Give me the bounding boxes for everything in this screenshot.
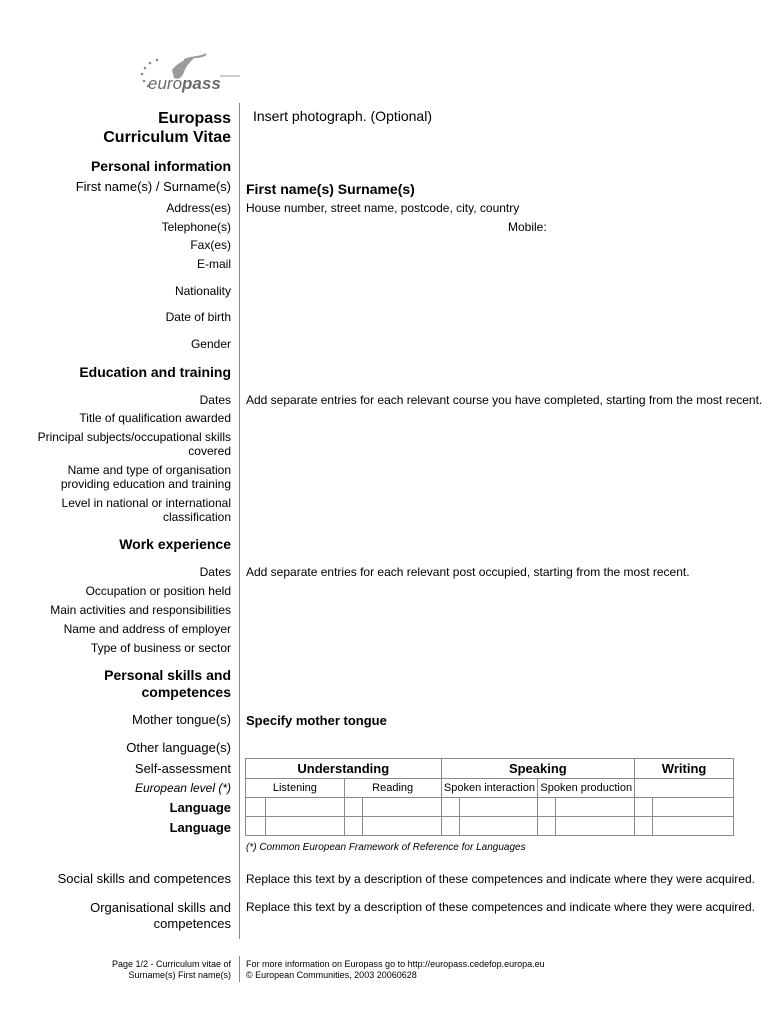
spoken-interaction-subheader: Spoken interaction xyxy=(441,779,538,798)
organisational-skills-label xyxy=(90,900,231,932)
section-personal-information: Personal information xyxy=(90,158,231,174)
europass-logo xyxy=(132,52,242,98)
table-cell xyxy=(362,817,441,836)
section-work-experience: Work experience xyxy=(119,536,231,552)
level-label-line1: Level in national or international xyxy=(61,496,231,510)
footer-right-line2: © European Communities, 2003 20060628 xyxy=(246,970,417,980)
education-dates-value: Add separate entries for each relevant course you have completed, starting from the most recent. xyxy=(246,393,763,407)
section-education: Education and training xyxy=(79,364,231,380)
framework-note: (*) Common European Framework of Reference for Languages xyxy=(246,842,526,853)
table-cell xyxy=(653,817,734,836)
footer-divider xyxy=(239,956,240,982)
employer-label: Name and address of employer xyxy=(63,622,231,636)
occupation-label: Occupation or position held xyxy=(85,584,231,598)
business-label: Type of business or sector xyxy=(90,641,231,655)
address-label: Address(es) xyxy=(166,201,231,215)
nationality-label: Nationality xyxy=(174,284,231,298)
table-cell xyxy=(441,817,459,836)
name-value: First name(s) Surname(s) xyxy=(246,181,415,197)
language-self-assessment-table xyxy=(245,758,734,836)
mother-tongue-value: Specify mother tongue xyxy=(246,713,387,728)
european-level-label: European level (*) xyxy=(134,781,231,795)
spoken-production-subheader: Spoken production xyxy=(538,779,635,798)
table-cell xyxy=(265,817,344,836)
social-skills-label: Social skills and competences xyxy=(57,871,231,886)
address-value: House number, street name, postcode, city, country xyxy=(246,201,520,215)
language-row2-label: Language xyxy=(169,820,231,835)
table-row xyxy=(246,817,734,836)
organisational-skills-label-line2: competences xyxy=(153,916,231,931)
table-cell xyxy=(344,817,362,836)
fax-label: Fax(es) xyxy=(190,238,231,252)
organisation-label-line1: Name and type of organisation xyxy=(67,463,231,477)
section-personal-skills-line2: competences xyxy=(141,684,231,700)
education-dates-label: Dates xyxy=(199,393,231,407)
understanding-header: Understanding xyxy=(246,759,442,779)
table-cell xyxy=(635,817,653,836)
footer-left-line2: Surname(s) First name(s) xyxy=(128,970,231,980)
gender-label: Gender xyxy=(190,337,231,351)
logo-text-pass: pass xyxy=(182,74,221,93)
logo-text-euro: euro xyxy=(148,74,183,93)
footer-right xyxy=(246,959,545,981)
table-cell xyxy=(459,817,538,836)
table-cell xyxy=(556,798,635,817)
table-cell xyxy=(344,798,362,817)
subjects-label-line2: covered xyxy=(188,444,231,458)
name-label: First name(s) / Surname(s) xyxy=(75,179,231,194)
dob-label: Date of birth xyxy=(165,310,231,324)
writing-subheader xyxy=(635,779,734,798)
self-assessment-label: Self-assessment xyxy=(134,761,231,776)
work-dates-label: Dates xyxy=(199,565,231,579)
subjects-label xyxy=(38,430,231,458)
table-cell xyxy=(556,817,635,836)
social-skills-value: Replace this text by a description of these competences and indicate where they were acquired. xyxy=(246,872,755,886)
mobile-label: Mobile: xyxy=(508,220,547,234)
section-personal-skills-line1: Personal skills and xyxy=(104,667,231,683)
activities-label: Main activities and responsibilities xyxy=(50,603,231,617)
table-cell xyxy=(538,817,556,836)
table-cell xyxy=(246,798,266,817)
table-cell xyxy=(635,798,653,817)
photo-placeholder: Insert photograph. (Optional) xyxy=(253,108,432,124)
organisation-label xyxy=(61,463,231,491)
table-cell xyxy=(441,798,459,817)
work-dates-value: Add separate entries for each relevant post occupied, starting from the most recent. xyxy=(246,565,690,579)
column-divider xyxy=(239,103,240,939)
listening-subheader: Listening xyxy=(246,779,345,798)
writing-header: Writing xyxy=(635,759,734,779)
organisational-skills-value: Replace this text by a description of these competences and indicate where they were acquired. xyxy=(246,900,755,914)
subjects-label-line1: Principal subjects/occupational skills xyxy=(37,430,231,444)
speaking-header: Speaking xyxy=(441,759,635,779)
organisational-skills-label-line1: Organisational skills and xyxy=(90,900,231,915)
table-cell xyxy=(459,798,538,817)
section-personal-skills xyxy=(104,667,231,701)
table-row xyxy=(246,798,734,817)
language-row1-label: Language xyxy=(169,800,231,815)
table-cell xyxy=(653,798,734,817)
table-cell xyxy=(538,798,556,817)
level-label xyxy=(62,496,231,524)
table-cell xyxy=(246,817,266,836)
table-header-row xyxy=(246,759,734,779)
level-label-line2: classification xyxy=(162,510,231,524)
telephone-label: Telephone(s) xyxy=(161,220,231,234)
cv-title xyxy=(103,109,231,147)
email-label: E-mail xyxy=(196,257,231,271)
mother-tongue-label: Mother tongue(s) xyxy=(132,712,231,727)
organisation-label-line2: providing education and training xyxy=(60,477,231,491)
cv-title-line2: Curriculum Vitae xyxy=(103,129,231,146)
other-languages-label: Other language(s) xyxy=(126,740,231,755)
table-cell xyxy=(362,798,441,817)
footer-left xyxy=(112,959,231,981)
footer-right-line1: For more information on Europass go to http://europass.cedefop.europa.eu xyxy=(246,959,545,969)
cv-title-line1: Europass xyxy=(158,110,231,127)
reading-subheader: Reading xyxy=(344,779,441,798)
qualification-label: Title of qualification awarded xyxy=(79,411,231,425)
footer-left-line1: Page 1/2 - Curriculum vitae of xyxy=(111,959,231,969)
table-subheader-row xyxy=(246,779,734,798)
table-cell xyxy=(265,798,344,817)
